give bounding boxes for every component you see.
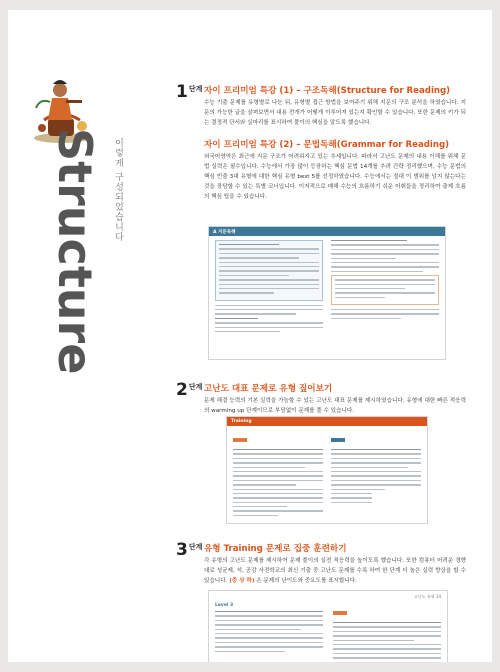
step-1-body-2: 외국어영역은 최근에 지문 구조가 어려워지고 있는 추세입니다. 따라서 고난도 문제의 내용 이해를 위해 문법 실력은 필수입니다. 수능에서 가장 많이 등장하는 핵심 문법 14개를 추려 간략 정리했으며, 수능 문법의 핵심 빈출 3대 유형에 대한 핵심 유형 best 5를 선정하였습니다. 수능에서는 절대 이 범위를 넘지 않는다는 것을 장담할 수 있는 특별 코너입니다. 이저적으로 매해 수능의 흐름하기 쉬운 어휘들을 정리하여 출제 흐름의 핵심 팁을 수 있습니다.	[204, 154, 466, 200]
difficulty-badge: (중 상 하)	[229, 578, 255, 584]
step-1-title-2: 자이 프리미엄 특강 (2) – 문법독해(Grammar for Reading)	[204, 140, 450, 150]
step-1-title: 자이 프리미엄 특강 (1) – 구조독해(Structure for Reading)	[204, 86, 451, 96]
thumbnail-page-label: 고난도 유형 34	[414, 594, 441, 599]
thumbnail-header: A 지문독해	[209, 227, 445, 236]
sample-page-thumbnail-3	[208, 590, 448, 662]
thumbnail-header: Training	[227, 417, 427, 426]
step-2-body: 문제 해결 능력의 기본 실력을 가늠할 수 있는 고난도 대표 문제를 제시하였습니다. 유형에 대한 빠른 적응력의 warming up 단계이므로 부담없이 문제를 풀 수 있습니다.	[204, 398, 466, 414]
step-3-number: $3^{단계}$	[176, 540, 203, 560]
step-3-body-text-2: 은 문제의 난이도와 중요도를 표시합니다.	[256, 578, 357, 584]
thumbnail-header: Level 3	[215, 603, 234, 608]
sample-page-thumbnail-2	[226, 416, 428, 524]
step-1-number: $1^{단계}$	[176, 82, 203, 102]
step-3-body	[204, 556, 466, 586]
sample-page-thumbnail-1	[208, 226, 446, 360]
step-2-title: 고난도 대표 문제로 유형 짚어보기	[204, 384, 333, 394]
step-1-body: 수능 기출 문제를 유형별로 나눈 뒤, 유형별 접근 방법을 보여주기 위해 지문의 구조 분석을 하였습니다. 지문의 가능한 글을 살펴보면서 내용 전개가 어떻게 이루어져 있는지 확인할 수 있습니다. 또한 문제의 키가 되는 결정적 단서와 실마리를 표시하여 풀이의 핵심을 알도록 했습니다.	[204, 100, 466, 126]
page	[8, 10, 492, 662]
step-2-number: $2^{단계}$	[176, 380, 203, 400]
step-3-title: 유형 Training 문제로 집중 훈련하기	[204, 544, 347, 554]
step-3-body-text: 각 유형의 고난도 문제를 제시하여 문제 풀이의 실전 적응력을 높이도록 했습니다. 또한 컴퓨터 어려운 경향대로 성균제, 석, 공감 사전학교의 최신 기출 중 고난도 문제를 수록 하여 한 단계 더 높은 실력 향상을 할 수 있습니다.	[204, 558, 466, 584]
vertical-subtitle: 이렇게 구성되었습니다	[113, 138, 123, 242]
structure-vertical-title: Structure	[48, 128, 102, 375]
